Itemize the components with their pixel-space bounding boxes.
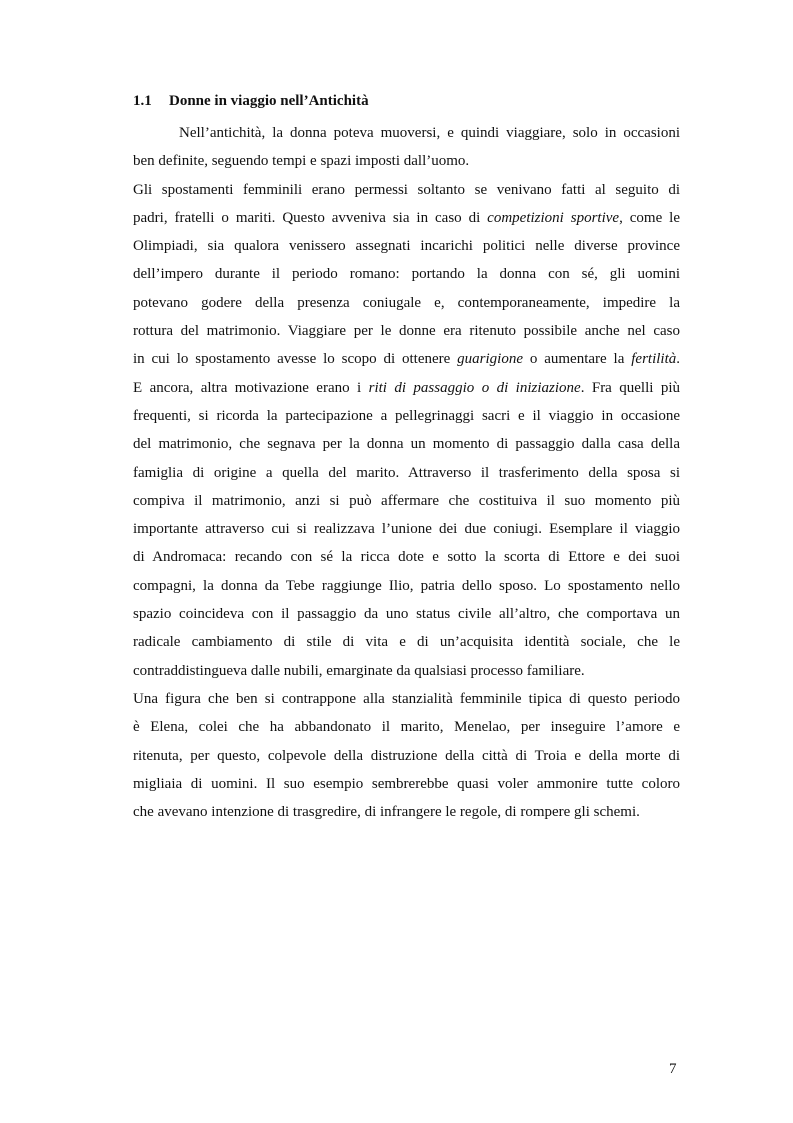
text-line [133,487,680,515]
text-line [133,657,680,685]
text-segment: Nell’antichità, la donna poteva muoversi, e quindi viaggiare, solo in occasioni [179,125,680,141]
text-line [133,402,680,430]
section-number: 1.1 [133,93,152,109]
text-line [133,176,680,204]
text-segment: famiglia di origine a quella del marito. Attraverso il trasferimento della sposa si [133,464,680,481]
text-segment: contraddistingueva dalle nubili, emarginate da qualsiasi processo familiare. [133,662,585,679]
text-segment: ritenuta, per questo, colpevole della distruzione della città di Troia e della morte di [133,747,680,764]
text-segment: del matrimonio, che segnava per la donna un momento di passaggio dalla casa della [133,436,680,453]
text-line [133,232,680,260]
text-line [133,798,680,826]
text-line [133,742,680,770]
text-segment: importante attraverso cui si realizzava l’unione dei due coniugi. Esemplare il viaggio [133,521,680,538]
text-line [133,345,680,373]
section-heading [133,93,369,110]
text-line [133,204,680,232]
text-line [133,374,680,402]
text-line [133,260,680,288]
text-line [133,430,680,458]
text-line [133,572,680,600]
text-segment: radicale cambiamento di stile di vita e di un’acquisita identità sociale, che le [133,634,680,651]
text-line [133,770,680,798]
body-paragraphs [133,119,680,826]
text-segment: padri, fratelli o mariti. Questo avveniva sia in caso di [133,209,488,226]
text-segment: spazio coincideva con il passaggio da uno status civile all’altro, che comportava un [133,606,680,623]
italic-text: riti di passaggio o di iniziazione [368,379,581,396]
text-segment: . Fra quelli più [580,379,680,396]
page-number: 7 [669,1061,677,1077]
text-line [133,600,680,628]
text-segment: ben definite, seguendo tempi e spazi imposti dall’uomo. [133,153,470,170]
text-segment: dell’impero durante il periodo romano: portando la donna con sé, gli uomini [133,266,680,283]
text-segment: in cui lo spostamento avesse lo scopo di ottenere [133,351,458,368]
text-segment: o aumentare la [523,351,632,368]
text-segment: Olimpiadi, sia qualora venissero assegnati incarichi politici nelle diverse province [133,238,680,255]
text-line [133,317,680,345]
text-segment: potevano godere della presenza coniugale e, contemporaneamente, impedire la [133,294,680,311]
text-segment: di Andromaca: recando con sé la ricca dote e sotto la scorta di Ettore e dei suoi [133,549,680,566]
text-segment: migliaia di uomini. Il suo esempio sembrerebbe quasi voler ammonire tutte coloro [133,775,680,792]
text-line [133,119,680,147]
text-segment: è Elena, colei che ha abbandonato il marito, Menelao, per inseguire l’amore e [133,719,680,736]
text-segment: rottura del matrimonio. Viaggiare per le donne era ritenuto possibile anche nel caso [133,323,680,340]
text-segment: Gli spostamenti femminili erano permessi soltanto se venivano fatti al seguito di [133,181,680,198]
text-segment: E ancora, altra motivazione erano i [133,379,369,396]
text-segment: frequenti, si ricorda la partecipazione a pellegrinaggi sacri e il viaggio in occasione [133,407,680,424]
text-segment: Una figura che ben si contrappone alla stanzialità femminile tipica di questo periodo [133,690,680,707]
italic-text: guarigione [457,351,524,368]
text-line [133,543,680,571]
text-segment: compiva il matrimonio, anzi si può affermare che costituiva il suo momento più [133,492,680,509]
text-segment: compagni, la donna da Tebe raggiunge Ilio, patria dello sposo. Lo spostamento nello [133,577,680,594]
text-line [133,459,680,487]
text-line [133,685,680,713]
text-line [133,713,680,741]
text-segment: . [676,351,680,368]
text-segment: , come le [619,209,681,226]
text-line [133,515,680,543]
text-line [133,289,680,317]
italic-text: fertilità [631,351,677,368]
text-segment: che avevano intenzione di trasgredire, di infrangere le regole, di rompere gli schemi. [133,804,640,821]
section-title: Donne in viaggio nell’Antichità [169,93,369,109]
text-line [133,628,680,656]
text-line [133,147,680,175]
italic-text: competizioni sportive [487,209,620,226]
